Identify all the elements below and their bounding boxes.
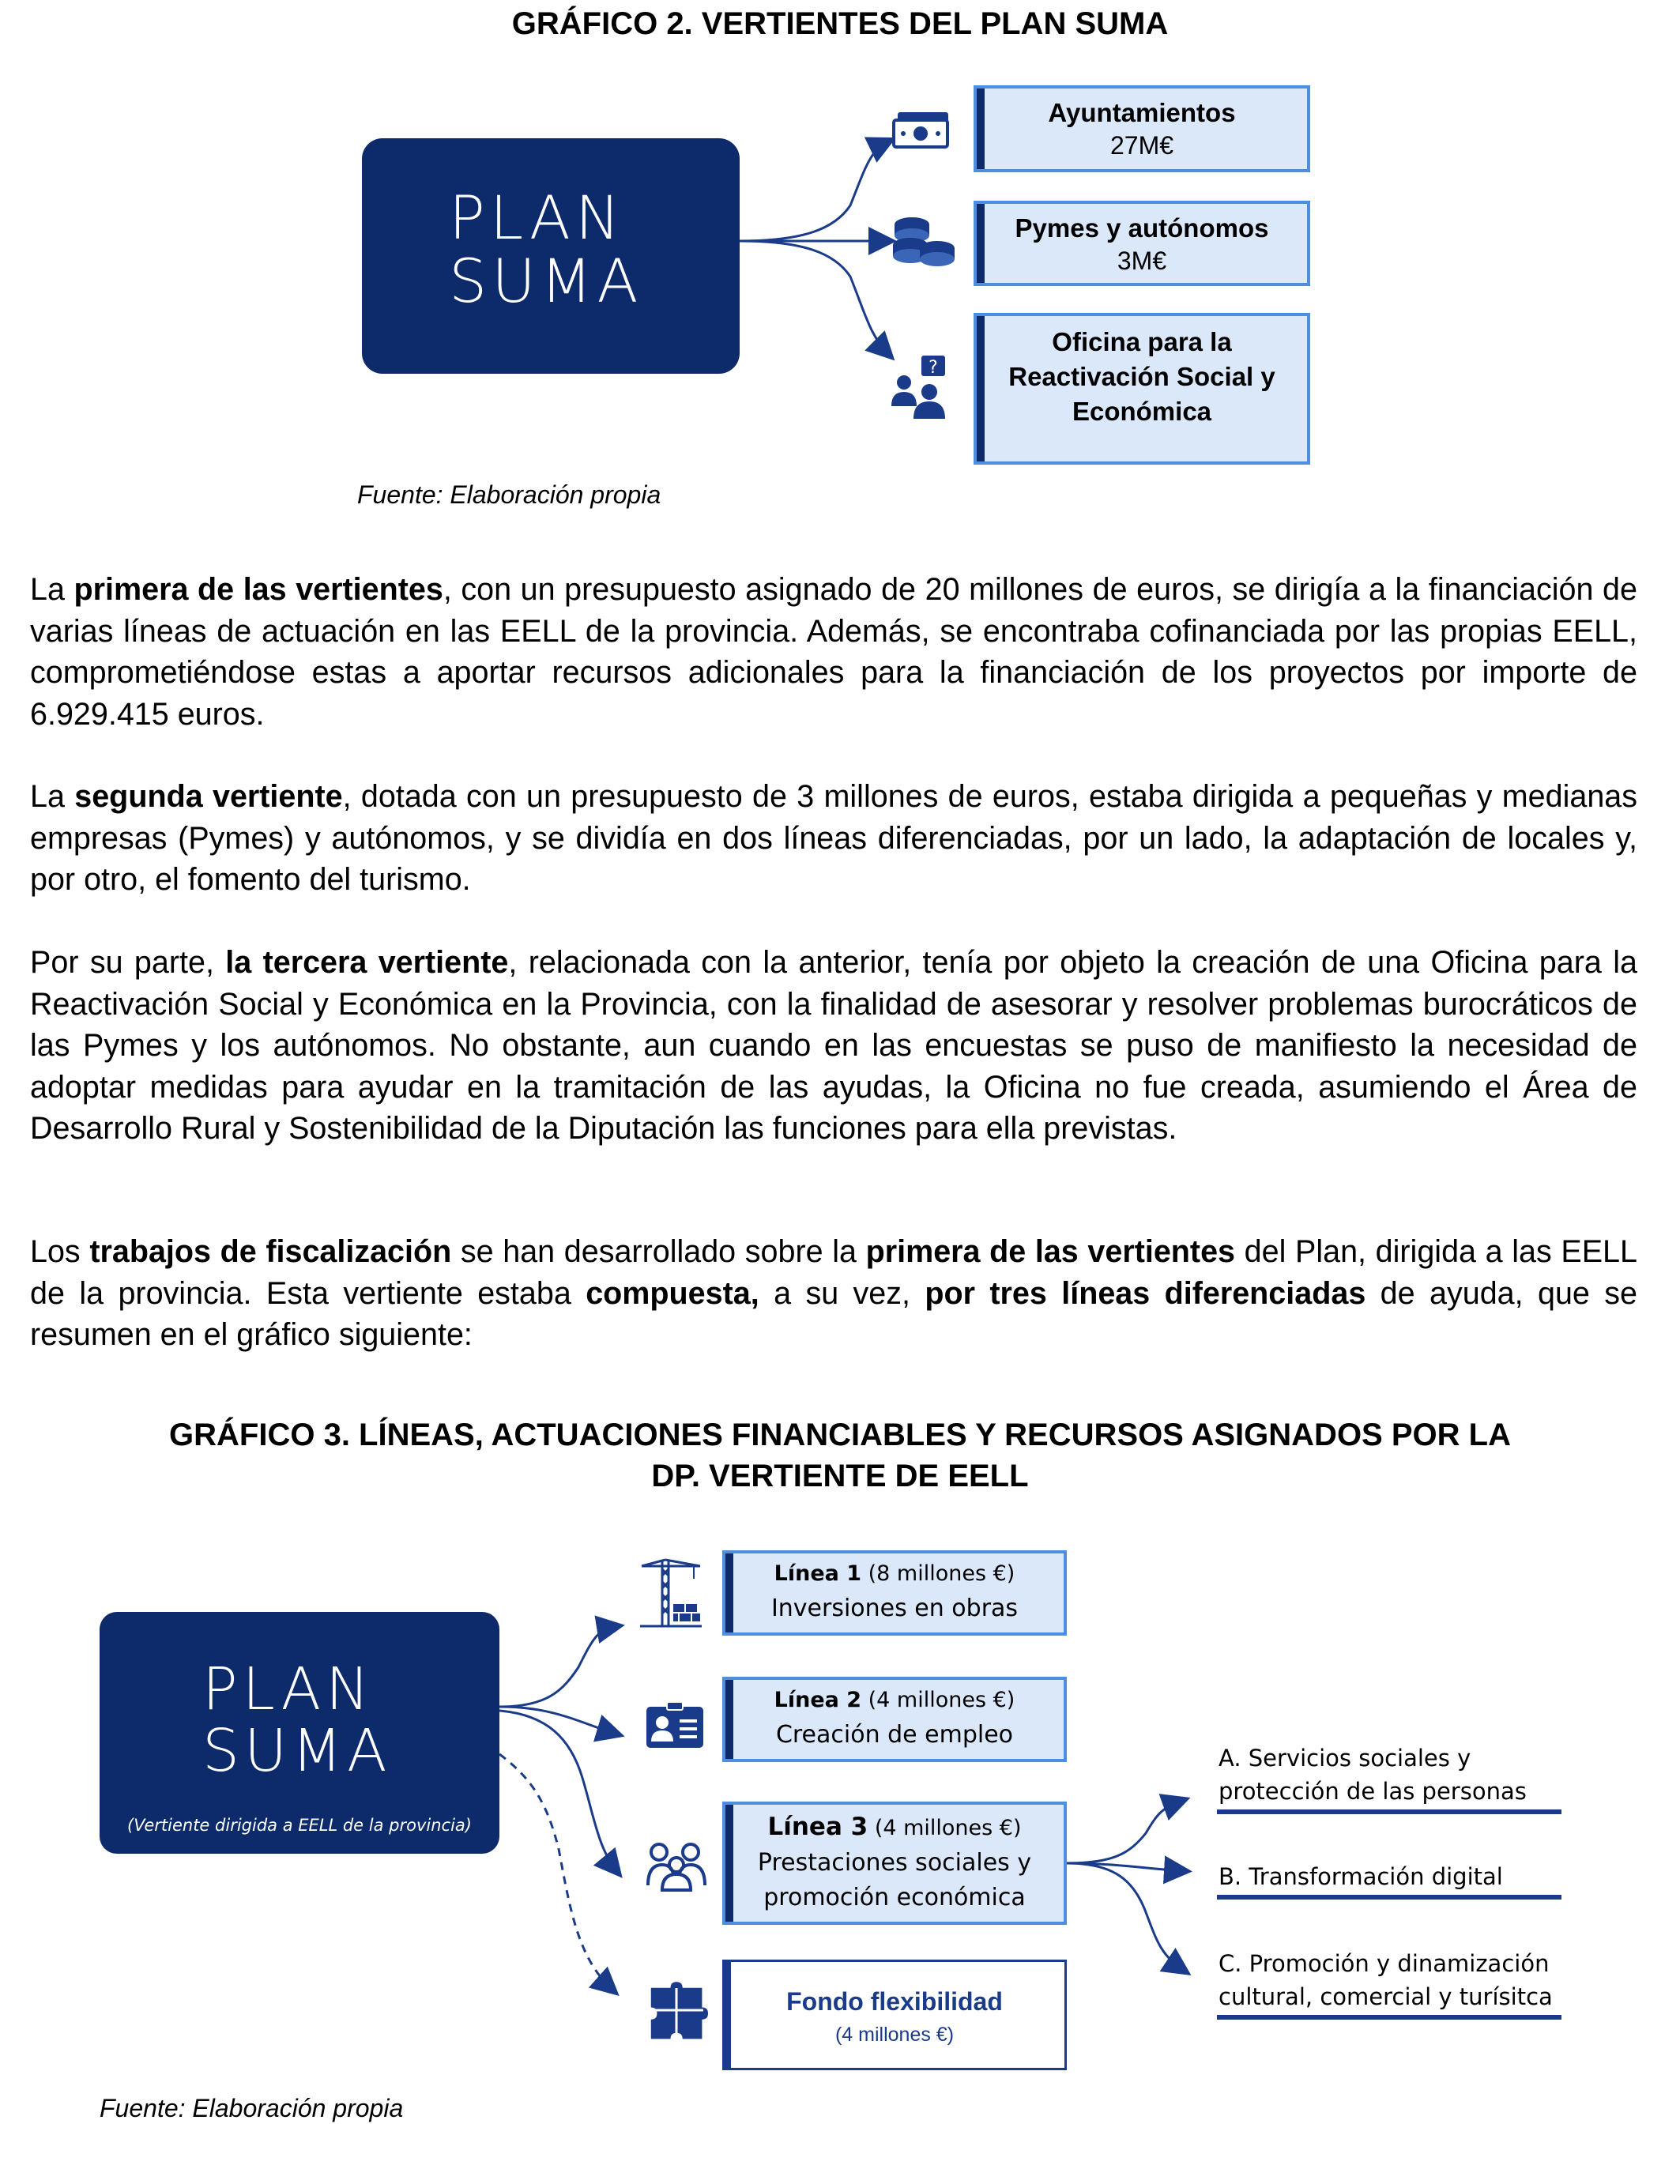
oficina-line1: Oficina para la <box>1052 327 1232 356</box>
linea1-box <box>722 1550 1067 1636</box>
fondo-flexibilidad-box <box>722 1960 1067 2070</box>
pymes-label: Pymes y autónomos <box>1015 213 1269 243</box>
source-label: Fuente <box>357 480 436 509</box>
paragraph-2: La segunda vertiente, dotada con un presupuesto de 3 millones de euros, estaba dirigida a pequeñas y medianas empresas (Pymes) y autónomos, y se dividía en dos líneas diferenciadas, por un lado, la adaptación de locales y, por otro, el fomento del turismo. <box>30 779 1638 897</box>
oficina-line2: Reactivación Social y <box>1008 362 1275 391</box>
linea2-desc: Creación de empleo <box>775 1721 1014 1749</box>
paragraph-4: Los trabajos de fiscalización se han desarrollado sobre la primera de las vertientes del Plan, dirigida a las EELL de la provincia. Esta vertiente estaba compuesta, a su vez, por tres líneas diferenciadas de ayuda, que se resumen en el gráfico siguiente: <box>30 1234 1637 1352</box>
vertiente-pymes <box>974 201 1310 286</box>
suma-word: SUMA <box>202 1717 392 1785</box>
linea1-heading <box>725 1561 1064 1586</box>
source-text: : Elaboración propia <box>178 2094 404 2122</box>
money-bills-icon <box>891 109 955 156</box>
graphic2-source <box>357 480 661 510</box>
suma-word: SUMA <box>449 246 643 316</box>
linea3-box <box>722 1802 1067 1925</box>
source-text: : Elaboración propia <box>435 480 661 509</box>
graphic3-title-line2: DP. VERTIENTE DE EELL <box>651 1459 1029 1493</box>
option-c-line2: cultural, comercial y turísitca <box>1219 1983 1553 2010</box>
plan-word: PLAN <box>449 183 625 253</box>
linea2-name: Línea 2 <box>774 1688 862 1712</box>
fondo-name: Fondo flexibilidad <box>786 1987 1003 2016</box>
paragraph-3: Por su parte, la tercera vertiente, relacionada con la anterior, tenía por objeto la creación de una Oficina para la Reactivación Social y Económica en la Provincia, con la finalidad de asesorar y resolver problemas burocráticos de las Pymes y los autónomos. No obstante, aun cuando en las encuestas se puso de manifiesto la necesidad de adoptar medidas para ayudar en la tramitación de las ayudas, la Oficina no fue creada, asumiendo el Área de Desarrollo Rural y Sostenibilidad de la Diputación las funciones para ella previstas. <box>30 945 1637 1146</box>
option-c <box>1219 1947 1553 2013</box>
coins-stack-icon <box>888 213 959 270</box>
linea3-heading <box>725 1813 1064 1841</box>
arrow-linea2 <box>499 1707 618 1734</box>
pymes-amount: 3M€ <box>1117 247 1167 275</box>
option-a <box>1219 1742 1527 1808</box>
puzzle-icon <box>646 1980 710 2043</box>
linea2-amount: (4 millones €) <box>861 1688 1015 1712</box>
id-card-icon <box>645 1700 705 1749</box>
people-question-icon <box>890 354 953 420</box>
plan-word: PLAN <box>202 1655 375 1723</box>
oficina-line3: Económica <box>1072 397 1212 426</box>
crane-construction-icon <box>638 1558 703 1629</box>
linea3-connectors <box>1067 1778 1209 1999</box>
fondo-amount: (4 millones €) <box>834 2024 955 2046</box>
graphic3-source <box>100 2094 403 2123</box>
linea1-amount: (8 millones €) <box>861 1561 1015 1586</box>
svg-text:?: ? <box>929 358 938 378</box>
linea3-desc2: promoción económica <box>763 1884 1026 1911</box>
arrow-ayuntamientos <box>740 141 890 241</box>
option-b <box>1219 1860 1503 1893</box>
arrow-option-a <box>1067 1800 1184 1863</box>
vertiente-ayuntamientos <box>974 85 1310 172</box>
ayuntamientos-label: Ayuntamientos <box>1048 98 1236 127</box>
option-c-line1: C. Promoción y dinamización <box>1219 1950 1550 1977</box>
linea3-desc1: Prestaciones sociales y <box>757 1849 1032 1877</box>
linea3-amount: (4 millones €) <box>868 1816 1022 1840</box>
option-a-underline <box>1217 1809 1561 1814</box>
arrow-oficina <box>740 241 890 356</box>
option-a-line2: protección de las personas <box>1219 1778 1527 1805</box>
linea3-name: Línea 3 <box>767 1813 868 1841</box>
plan-suma-eell-box <box>100 1612 499 1854</box>
arrow-fondo <box>499 1754 614 1991</box>
people-group-icon <box>645 1841 708 1892</box>
option-b-line1: B. Transformación digital <box>1219 1863 1503 1890</box>
arrow-option-c <box>1067 1863 1185 1971</box>
source-label: Fuente <box>100 2094 179 2122</box>
linea1-name: Línea 1 <box>774 1561 862 1586</box>
linea2-heading <box>725 1688 1064 1712</box>
ayuntamientos-amount: 27M€ <box>1109 131 1174 160</box>
option-a-line1: A. Servicios sociales y <box>1219 1745 1471 1772</box>
graphic2-title: GRÁFICO 2. VERTIENTES DEL PLAN SUMA <box>511 6 1169 41</box>
linea1-desc: Inversiones en obras <box>770 1595 1019 1622</box>
plan-suma-box <box>362 138 740 374</box>
option-b-underline <box>1217 1895 1561 1900</box>
arrow-linea1 <box>499 1626 618 1707</box>
graphic3-title-line1: GRÁFICO 3. LÍNEAS, ACTUACIONES FINANCIABLES Y RECURSOS ASIGNADOS POR LA <box>169 1418 1511 1452</box>
vertiente-oficina <box>974 313 1310 465</box>
plan-caption: (Vertiente dirigida a EELL de la provincia) <box>127 1816 472 1835</box>
linea2-box <box>722 1677 1067 1762</box>
option-c-underline <box>1217 2015 1561 2020</box>
paragraph-1: La primera de las vertientes, con un presupuesto asignado de 20 millones de euros, se dirigía a la financiación de varias líneas de actuación en las EELL de la provincia. Además, se encontraba cofinanciada por las propias EELL, comprometiéndose estas a aportar recursos adicionales para la financiación de los proyectos por importe de 6.929.415 euros. <box>30 572 1637 732</box>
graphic3-connectors <box>499 1612 634 2023</box>
